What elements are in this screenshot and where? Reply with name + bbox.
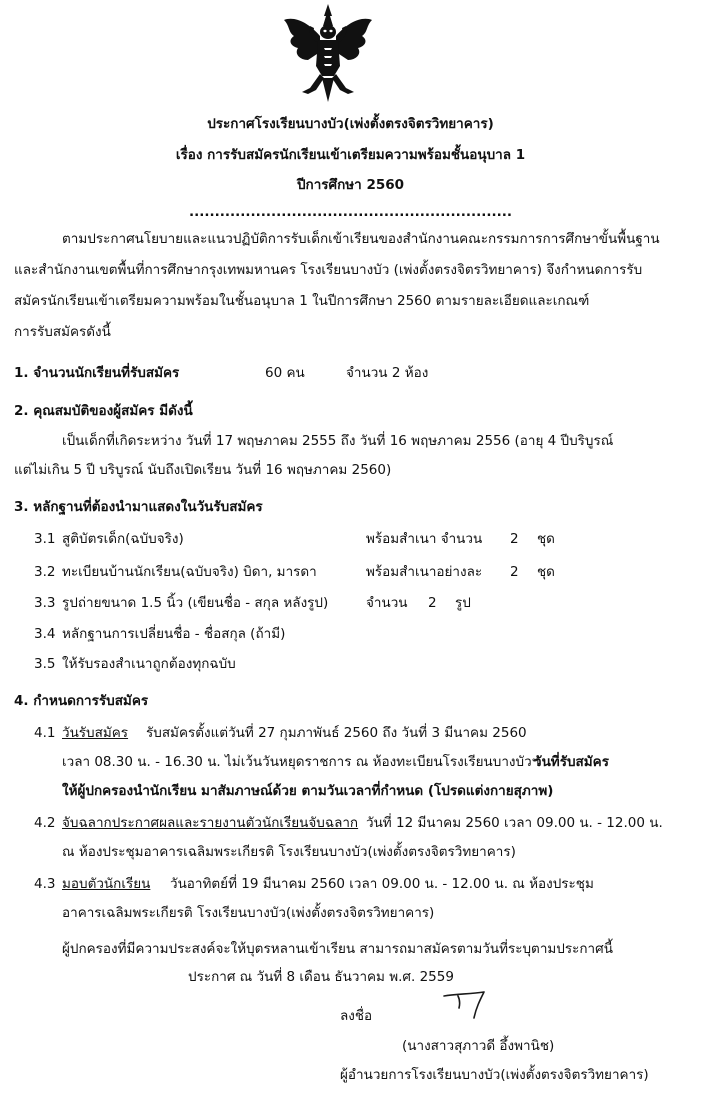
item-3-1-unit: ชุด	[537, 531, 555, 547]
closing-statement: ผู้ปกครองที่มีความประสงค์จะให้บุตรหลานเข้าเรียน สามารถมาสมัครตามวันที่ระบุตามประกาศนี้	[62, 941, 613, 957]
section-2-line-2: แต่ไม่เกิน 5 ปี บริบูรณ์ นับถึงเปิดเรียน วันที่ 16 พฤษภาคม 2560)	[14, 462, 392, 478]
document-title: ประกาศโรงเรียนบางบัว(เพ่งตั้งตรงจิตรวิทยาคาร)	[207, 116, 494, 132]
document-subject: เรื่อง การรับสมัครนักเรียนเข้าเตรียมความพร้อมชั้นอนุบาล 1	[175, 147, 526, 163]
item-4-3-line-2: อาคารเฉลิมพระเกียรติ โรงเรียนบางบัว(เพ่งตั้งตรงจิตรวิทยาคาร)	[62, 905, 435, 921]
item-3-2-unit: ชุด	[537, 564, 555, 580]
intro-line-4: การรับสมัครดังนี้	[14, 324, 111, 340]
section-3-heading: 3. หลักฐานที่ต้องนำมาแสดงในวันรับสมัคร	[14, 499, 263, 515]
item-4-1-text: รับสมัครตั้งแต่วันที่ 27 กุมภาพันธ์ 2560 ถึง วันที่ 3 มีนาคม 2560	[146, 725, 527, 741]
item-4-1-line-2: เวลา 08.30 น. - 16.30 น. ไม่เว้นวันหยุดราชการ ณ ห้องทะเบียนโรงเรียนบางบัวฯ	[62, 754, 540, 770]
section-2-line-1: เป็นเด็กที่เกิดระหว่าง วันที่ 17 พฤษภาคม 2555 ถึง วันที่ 16 พฤษภาคม 2556 (อายุ 4 ปีบริบูรณ์	[62, 433, 614, 449]
item-3-3-unit: รูป	[455, 595, 471, 611]
item-3-3-copy: จำนวน	[366, 595, 408, 611]
item-4-2-label: จับฉลากประกาศผลและรายงานตัวนักเรียนจับฉลาก	[62, 815, 359, 831]
intro-line-3: สมัครนักเรียนเข้าเตรียมความพร้อมในชั้นอนุบาล 1 ในปีการศึกษา 2560 ตามรายละเอียดและเกณฑ์	[14, 293, 590, 309]
section-2-heading: 2. คุณสมบัติของผู้สมัคร มีดังนี้	[14, 403, 193, 419]
item-3-5-number: 3.5	[34, 656, 56, 672]
academic-year: ปีการศึกษา 2560	[296, 177, 405, 193]
signature-scribble	[440, 990, 494, 1022]
intro-line-2: และสำนักงานเขตพื้นที่การศึกษากรุงเทพมหานคร โรงเรียนบางบัว (เพ่งตั้งตรงจิตรวิทยาคาร) จึงกำหนดการรับ	[14, 262, 643, 278]
section-4-heading: 4. กำหนดการรับสมัคร	[14, 693, 149, 709]
signer-title: ผู้อำนวยการโรงเรียนบางบัว(เพ่งตั้งตรงจิตรวิทยาคาร)	[340, 1067, 649, 1083]
signer-name: (นางสาวสุภาวดี อึ้งพานิช)	[402, 1038, 555, 1054]
item-3-1-text: สูติบัตรเด็ก(ฉบับจริง)	[62, 531, 184, 547]
garuda-emblem-icon	[280, 2, 376, 108]
item-3-2-text: ทะเบียนบ้านนักเรียน(ฉบับจริง) บิดา, มารดา	[62, 564, 317, 580]
item-3-4-text: หลักฐานการเปลี่ยนชื่อ - ชื่อสกุล (ถ้ามี)	[62, 626, 286, 642]
item-4-1-line-3: ให้ผู้ปกครองนำนักเรียน มาสัมภาษณ์ด้วย ตามวันเวลาที่กำหนด (โปรดแต่งกายสุภาพ)	[62, 783, 554, 799]
item-3-5-text: ให้รับรองสำเนาถูกต้องทุกฉบับ	[62, 656, 236, 672]
item-4-2-number: 4.2	[34, 815, 56, 831]
item-3-3-text: รูปถ่ายขนาด 1.5 นิ้ว (เขียนชื่อ - สกุล หลังรูป)	[62, 595, 329, 611]
item-4-3-label: มอบตัวนักเรียน	[62, 876, 151, 892]
item-4-1-label: วันรับสมัคร	[62, 725, 129, 741]
item-4-3-text: วันอาทิตย์ที่ 19 มีนาคม 2560 เวลา 09.00 น. - 12.00 น. ณ ห้องประชุม	[170, 876, 594, 892]
intro-line-1: ตามประกาศนโยบายและแนวปฏิบัติการรับเด็กเข้าเรียนของสำนักงานคณะกรรมการการศึกษาขั้นพื้นฐาน	[62, 231, 660, 247]
item-3-2-number: 3.2	[34, 564, 56, 580]
announcement-date: ประกาศ ณ วันที่ 8 เดือน ธันวาคม พ.ศ. 2559	[188, 969, 454, 985]
item-4-3-number: 4.3	[34, 876, 56, 892]
section-1-heading: 1. จำนวนนักเรียนที่รับสมัคร	[14, 365, 180, 381]
item-3-3-number: 3.3	[34, 595, 56, 611]
section-1-count: 60 คน	[265, 365, 305, 381]
item-4-1-number: 4.1	[34, 725, 56, 741]
item-3-2-copy: พร้อมสำเนาอย่างละ	[366, 564, 483, 580]
sign-label: ลงชื่อ	[340, 1008, 373, 1024]
separator-dots: ...............................................................	[188, 204, 513, 220]
section-1-rooms: จำนวน 2 ห้อง	[346, 365, 429, 381]
item-3-2-qty: 2	[510, 564, 519, 580]
item-3-1-qty: 2	[510, 531, 519, 547]
item-3-3-qty: 2	[428, 595, 437, 611]
item-3-1-copy: พร้อมสำเนา จำนวน	[366, 531, 483, 547]
item-3-1-number: 3.1	[34, 531, 56, 547]
item-4-2-text: วันที่ 12 มีนาคม 2560 เวลา 09.00 น. - 12.00 น.	[366, 815, 663, 831]
item-4-1-line-2-bold: วันที่รับสมัคร	[534, 754, 609, 770]
item-4-2-line-2: ณ ห้องประชุมอาคารเฉลิมพระเกียรติ โรงเรียนบางบัว(เพ่งตั้งตรงจิตรวิทยาคาร)	[62, 844, 516, 860]
item-3-4-number: 3.4	[34, 626, 56, 642]
